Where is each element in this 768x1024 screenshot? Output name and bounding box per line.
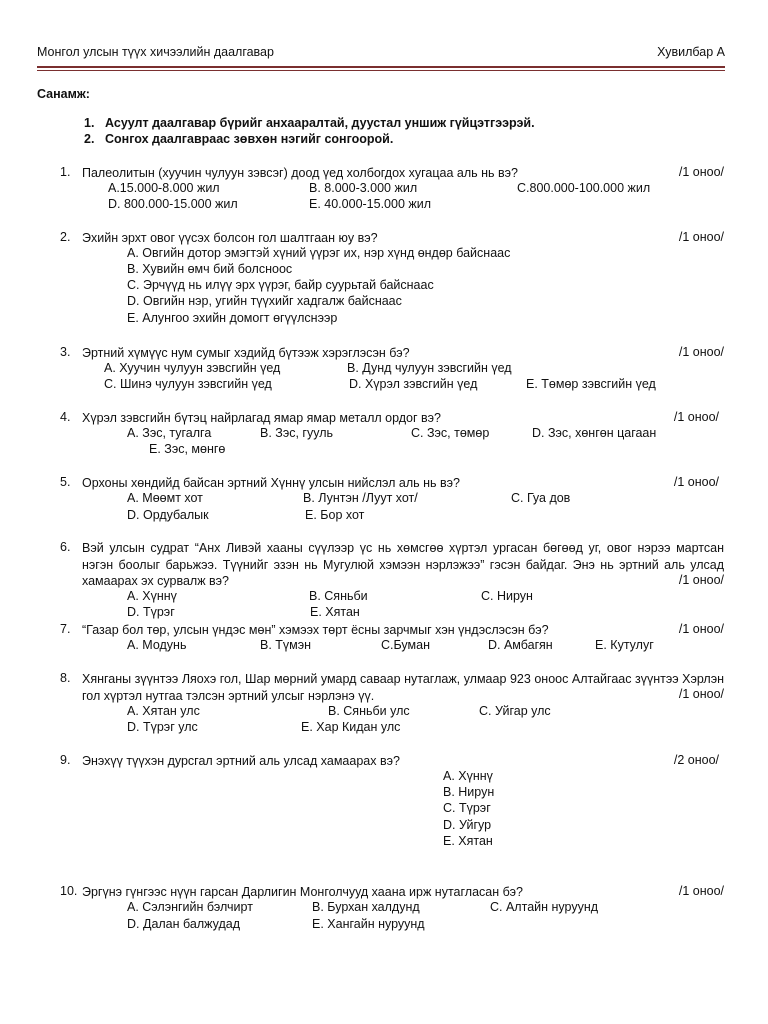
option-d[interactable]: D. Ордубалык (127, 508, 209, 522)
option-e[interactable]: E. Төмөр зэвсгийн үед (526, 377, 656, 391)
question-score: /1 оноо/ (673, 475, 719, 489)
question-number: 4. (60, 410, 71, 424)
option-c[interactable]: C. Уйгар улс (479, 704, 551, 718)
option-b[interactable]: B. Дунд чулуун зэвсгийн үед (347, 361, 512, 375)
option-a[interactable]: A. Хуучин чулуун зэвсгийн үед (104, 361, 281, 375)
option-c[interactable]: C. Алтайн нуруунд (490, 900, 599, 914)
note-text: Асуулт даалгавар бүрийг анхааралтай, дуустал уншиж гүйцэтгээрэй. (105, 116, 535, 130)
option-c[interactable]: C.Буман (381, 638, 430, 652)
option-b[interactable]: B. Хувийн өмч бий болсноос (127, 262, 293, 276)
question-score: /1 оноо/ (678, 230, 724, 244)
option-e[interactable]: E. Хар Кидан улс (301, 720, 401, 734)
option-c[interactable]: C. Эрчүүд нь илүү эрх үүрэг, байр суурьтай байснаас (127, 278, 434, 292)
option-a[interactable]: A. Мөөмт хот (127, 491, 203, 505)
option-a[interactable]: A. Овгийн дотор эмэгтэй хүний үүрэг их, нэр хүнд өндөр байснаас (127, 246, 511, 260)
question-text: Хянганы зүүнтээ Ляохэ гол, Шар мөрний умард саваар нутаглаж, улмаар 923 оноос Алтайгаас зүүнтээ Хэрлэн гол хүртэл нутгаа тэлсэн эртний улсыг нэрлэнэ үү. (82, 672, 724, 703)
question-score: /1 оноо/ (678, 884, 724, 898)
option-d[interactable]: D. Овгийн нэр, угийн түүхийг хадгалж байснаас (127, 294, 402, 308)
option-b[interactable]: B. Бурхан халдунд (312, 900, 420, 914)
option-b[interactable]: B. 8.000-3.000 жил (309, 181, 418, 195)
option-a[interactable]: A. Модунь (127, 638, 187, 652)
variant-label: Хувилбар А (657, 45, 725, 59)
option-a[interactable]: A. Сэлэнгийн бэлчирт (127, 900, 253, 914)
option-e[interactable]: E. Хангайн нуруунд (312, 917, 425, 931)
notes-title: Санамж: (37, 87, 90, 101)
question-text: Хүрэл зэвсгийн бүтэц найрлагад ямар ямар металл ордог вэ? (82, 411, 441, 425)
question-score: /1 оноо/ (673, 410, 719, 424)
option-e[interactable]: E. Бор хот (305, 508, 365, 522)
document-title: Монгол улсын түүх хичээлийн даалгавар (37, 45, 274, 59)
question-score: /1 оноо/ (678, 345, 724, 359)
question-number: 5. (60, 475, 71, 489)
question-text: “Газар бол төр, улсын үндэс мөн” хэмээх төрт ёсны зарчмыг хэн үндэслэсэн бэ? (82, 623, 549, 637)
question-score: /1 оноо/ (678, 622, 724, 636)
option-e[interactable]: E. Хятан (310, 605, 360, 619)
option-b[interactable]: B. Зэс, гууль (260, 426, 333, 440)
question-text: Энэхүү түүхэн дурсгал эртний аль улсад хамаарах вэ? (82, 754, 400, 768)
option-d[interactable]: D. Уйгур (443, 818, 492, 832)
question-text: Эргүнэ гүнгээс нүүн гарсан Дарлигин Монголчууд хаана ирж нутагласан бэ? (82, 885, 523, 899)
question-text: Эхийн эрхт овог үүсэх болсон гол шалтгаан юу вэ? (82, 231, 378, 245)
option-b[interactable]: B. Нирун (443, 785, 495, 799)
option-c[interactable]: C. Зэс, төмөр (411, 426, 490, 440)
question-number: 6. (60, 540, 71, 554)
note-text: Сонгох даалгавраас зөвхөн нэгийг сонгоорой. (105, 132, 394, 146)
question-number: 3. (60, 345, 71, 359)
note-item-1 (84, 116, 535, 130)
option-e[interactable]: E. Алунгоо эхийн домогт өгүүлснээр (127, 311, 338, 325)
option-d[interactable]: D. 800.000-15.000 жил (108, 197, 238, 211)
question-number: 2. (60, 230, 71, 244)
question-text: Орхоны хөндийд байсан эртний Хүннү улсын нийслэл аль нь вэ? (82, 476, 460, 490)
option-d[interactable]: D. Хүрэл зэвсгийн үед (349, 377, 478, 391)
option-b[interactable]: B. Түмэн (260, 638, 312, 652)
option-d[interactable]: D. Түрэг (127, 605, 175, 619)
question-number: 1. (60, 165, 71, 179)
option-a[interactable]: A. Хүннү (443, 769, 493, 783)
question-number: 9. (60, 753, 71, 767)
option-e[interactable]: E. Хятан (443, 834, 493, 848)
option-a[interactable]: A. Зэс, тугалга (127, 426, 212, 440)
option-d[interactable]: D. Далан балжудад (127, 917, 241, 931)
option-d[interactable]: D. Түрэг улс (127, 720, 198, 734)
header-divider-thin (37, 70, 725, 71)
option-b[interactable]: B. Сяньби улс (328, 704, 410, 718)
question-text: Эртний хүмүүс нум сумыг хэдийд бүтээж хэрэглэсэн бэ? (82, 346, 410, 360)
option-c[interactable]: C. Нирун (481, 589, 533, 603)
option-e[interactable]: E. Кутулуг (595, 638, 654, 652)
option-e[interactable]: E. 40.000-15.000 жил (309, 197, 432, 211)
option-c[interactable]: C.800.000-100.000 жил (517, 181, 651, 195)
option-c[interactable]: C. Гуа дов (511, 491, 571, 505)
question-number: 10. (60, 884, 78, 898)
question-text: Вэй улсын судрат “Анх Ливэй хааны сүүлээр үс нь хөмсгөө хүртэл ургасан бөгөөд уг, овог нэрээ мартсан нэгэн боолыг барьжээ. Түүнийг эзэн нь Мугулюй хэмээн нэрлэжээ” гэсэн байдаг. Энэ нь эртний аль улсад хамаарах эх сурвалж вэ? (82, 541, 724, 588)
note-number: 2. (84, 132, 95, 146)
option-a[interactable]: A. Хятан улс (127, 704, 200, 718)
question-number: 8. (60, 671, 71, 685)
question-score: /1 оноо/ (675, 687, 724, 701)
option-a[interactable]: A. Хүннү (127, 589, 177, 603)
question-score: /1 оноо/ (675, 573, 724, 587)
note-item-2 (84, 132, 393, 146)
option-a[interactable]: A.15.000-8.000 жил (108, 181, 220, 195)
option-d[interactable]: D. Зэс, хөнгөн цагаан (532, 426, 657, 440)
option-c[interactable]: C. Түрэг (443, 801, 491, 815)
question-score: /2 оноо/ (673, 753, 719, 767)
option-d[interactable]: D. Амбагян (488, 638, 553, 652)
question-number: 7. (60, 622, 71, 636)
note-number: 1. (84, 116, 95, 130)
option-e[interactable]: E. Зэс, мөнгө (149, 442, 226, 456)
question-score: /1 оноо/ (678, 165, 724, 179)
question-text: Палеолитын (хуучин чулуун зэвсэг) доод үед холбогдох хугацаа аль нь вэ? (82, 166, 518, 180)
option-b[interactable]: B. Лунтэн /Луут хот/ (303, 491, 418, 505)
header-divider (37, 66, 725, 68)
option-c[interactable]: C. Шинэ чулуун зэвсгийн үед (104, 377, 272, 391)
option-b[interactable]: B. Сяньби (309, 589, 368, 603)
